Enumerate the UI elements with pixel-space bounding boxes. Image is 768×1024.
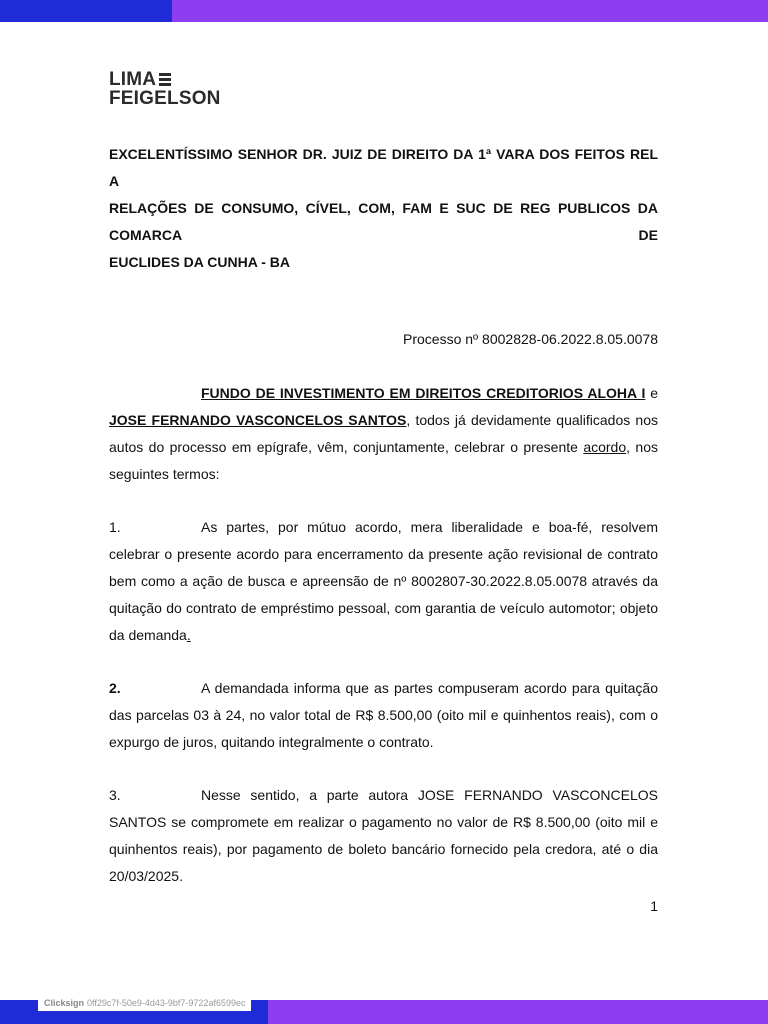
clause-2 [109,675,658,756]
clause-3-text: Nesse sentido, a parte autora JOSE FERNANDO VASCONCELOS SANTOS se compromete em realizar o pagamento no valor de R$ 8.500,00 (oito mil e quinhentos reais), por pagamento de boleto bancário fornecido pela credora, até o dia 20/03/2025. [109,787,658,884]
top-brand-bar-blue-segment [0,0,172,22]
party-1: FUNDO DE INVESTIMENTO EM DIREITOS CREDITORIOS ALOHA I [201,385,646,401]
clause-3-number: 3. [109,787,121,803]
intro-text-2: , nos seguintes termos: [109,439,658,482]
heading-line-3: EUCLIDES DA CUNHA - BA [109,254,290,270]
clause-1-number: 1. [109,519,121,535]
logo-line1: LIMA [109,69,157,90]
party-2: JOSE FERNANDO VASCONCELOS SANTOS [109,412,407,428]
company-logo [109,70,221,108]
intro-text-1: , todos já devidamente qualificados nos autos do processo em epígrafe, vêm, conjuntamente, celebrar o presente [109,412,658,455]
top-brand-bar [0,0,768,22]
heading-line-1: EXCELENTÍSSIMO SENHOR DR. JUIZ DE DIREITO DA 1ª VARA DOS FEITOS REL A [109,146,658,189]
clause-1 [109,514,658,649]
heading-line-2: RELAÇÕES DE CONSUMO, CÍVEL, COM, FAM E SUC DE REG PUBLICOS DA COMARCA DE [109,200,658,243]
party-connector: e [645,385,658,401]
acordo-term: acordo [583,439,627,455]
clause-1-end: . [186,627,191,643]
process-number: Processo nº 8002828-06.2022.8.05.0078 [403,331,658,347]
clause-2-number: 2. [109,680,121,696]
clicksign-stamp [38,995,251,1011]
logo-bars-icon [159,73,171,86]
clause-3 [109,782,658,890]
clicksign-doc-id: 0ff29c7f-50e9-4d43-9bf7-9722af6599ec [87,998,246,1008]
page-number: 1 [650,898,658,914]
intro-paragraph [109,380,658,488]
clause-2-text: A demandada informa que as partes compuseram acordo para quitação das parcelas 03 à 24, no valor total de R$ 8.500,00 (oito mil e quinhentos reais), com o expurgo de juros, quitando integralmente o contrato. [109,680,658,750]
logo-line2: FEIGELSON [109,88,221,109]
clause-1-text: As partes, por mútuo acordo, mera liberalidade e boa-fé, resolvem celebrar o presente acordo para encerramento da presente ação revisional de contrato bem como a ação de busca e apreensão de nº 8002807-30.2022.8.05.0078 através da quitação do contrato de empréstimo pessoal, com garantia de veículo automotor; objeto da demanda [109,519,658,643]
addressee-heading [109,141,658,276]
clicksign-brand: Clicksign [44,998,85,1008]
